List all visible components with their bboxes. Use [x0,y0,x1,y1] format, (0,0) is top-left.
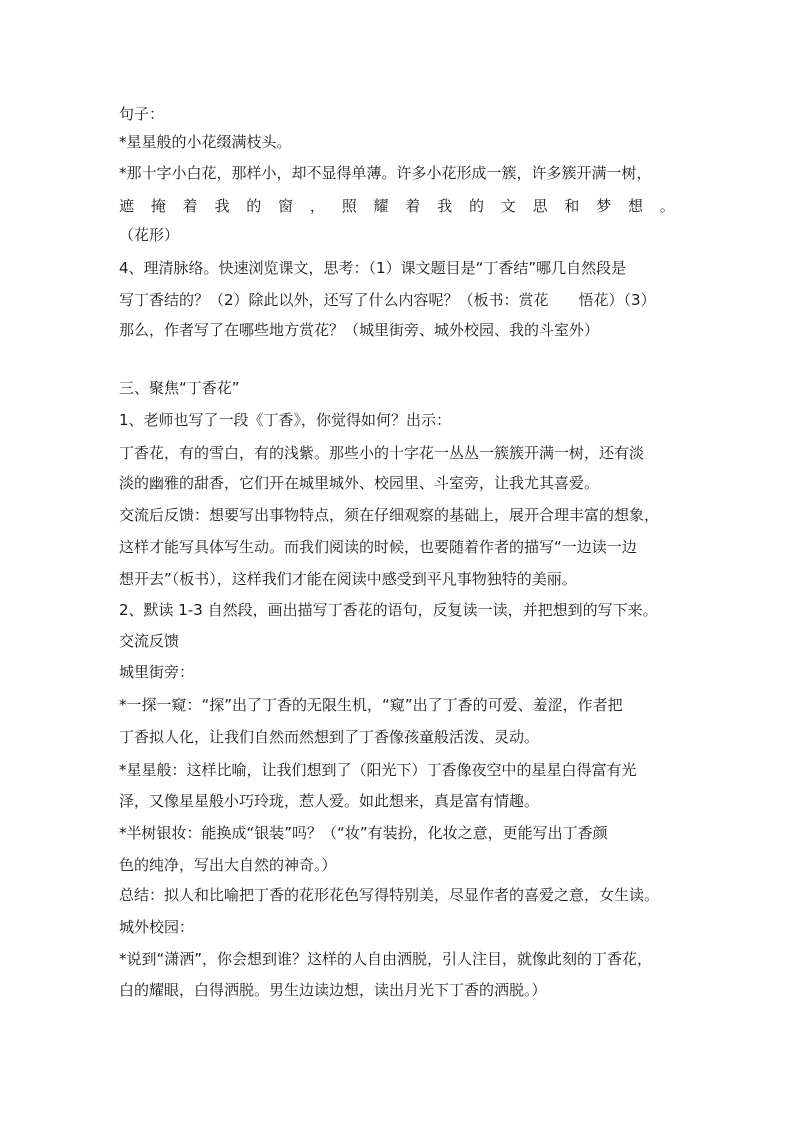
text-line: 色的纯净，写出大自然的神奇。） [119,856,337,874]
text-line: 城里街旁： [119,663,195,681]
text-line: *星星般的小花缀满枝头。 [119,133,292,151]
text-line: 淡的幽雅的甜香，它们开在城里城外、校园里、斗室旁，让我尤其喜爱。 [119,474,600,492]
text-line: 泽，又像星星般小巧玲珑，惹人爱。如此想来，真是富有情趣。 [119,792,540,810]
text-line: 1、老师也写了一段《丁香》，你觉得如何？出示： [119,411,452,429]
text-line: 2、默读 1-3 自然段，画出描写丁香花的语句，反复读一读，并把想到的写下来。 [119,601,658,619]
text-line: 交流后反馈：想要写出事物特点，须在仔细观察的基础上，展开合理丰富的想象， [119,506,660,524]
text-line: *一探一窥：“探”出了丁香的无限生机，“窥”出了丁香的可爱、羞涩，作者把 [119,696,623,714]
text-line: *半树银妆：能换成“银装”吗？（“妆”有装扮，化妆之意，更能写出丁香颜 [119,824,608,842]
text-glyph: 想 [628,197,644,215]
text-glyph: 着 [405,197,421,215]
text-line: 白的耀眼，白得洒脱。男生边读边想，读出月光下丁香的洒脱。） [119,981,547,999]
text-line: *星星般：这样比喻，让我们想到了（阳光下）丁香像夜空中的星星白得富有光 [119,761,637,779]
text-line: 那么，作者写了在哪些地方赏花？（城里街旁、城外校园、我的斗室外） [119,321,600,339]
text-line: 丁香拟人化，让我们自然而然想到了丁香像孩童般活泼、灵动。 [119,728,540,746]
text-glyph: 的 [246,197,262,215]
text-line: *那十字小白花，那样小，却不显得单薄。许多小花形成一簇，许多簇开满一树， [119,164,652,182]
text-glyph: 窗 [278,197,294,215]
section-heading: 三、聚焦“丁香花” [119,379,240,397]
text-glyph: 的 [468,197,484,215]
text-line: 写丁香结的？（2）除此以外，还写了什么内容呢？（板书：赏花 悟花）（3） [119,291,656,309]
text-glyph: 着 [182,197,198,215]
text-glyph: 文 [500,197,516,215]
text-glyph: 遮 [119,197,135,215]
text-glyph: ， [309,197,325,215]
text-glyph: 。 [659,197,675,215]
text-glyph: 梦 [596,197,612,215]
text-line: （花形） [119,226,180,244]
text-line: 句子： [119,105,165,123]
text-line: *说到“潇洒”，你会想到谁？这样的人自由洒脱，引人注目，就像此刻的丁香花， [119,950,653,968]
text-glyph: 我 [437,197,453,215]
text-glyph: 我 [214,197,230,215]
text-line: 城外校园： [119,918,195,936]
justified-text-line [119,196,675,216]
text-line: 想开去”（板书），这样我们才能在阅读中感受到平凡事物独特的美丽。 [119,570,577,588]
text-line: 这样才能写具体写生动。而我们阅读的时候，也要随着作者的描写“一边读一边 [119,538,637,556]
text-line: 4、理清脉络。快速浏览课文，思考：（1）课文题目是“丁香结”哪几自然段是 [119,259,627,277]
text-line: 总结：拟人和比喻把丁香的花形花色写得特别美，尽显作者的喜爱之意，女生读。 [119,886,660,904]
text-glyph: 和 [564,197,580,215]
text-glyph: 掩 [150,197,166,215]
text-glyph: 耀 [373,197,389,215]
text-glyph: 思 [532,197,548,215]
text-line: 交流反馈 [119,632,180,650]
text-line: 丁香花，有的雪白，有的浅紫。那些小的十字花一丛丛一簇簇开满一树，还有淡 [119,444,645,462]
text-glyph: 照 [341,197,357,215]
